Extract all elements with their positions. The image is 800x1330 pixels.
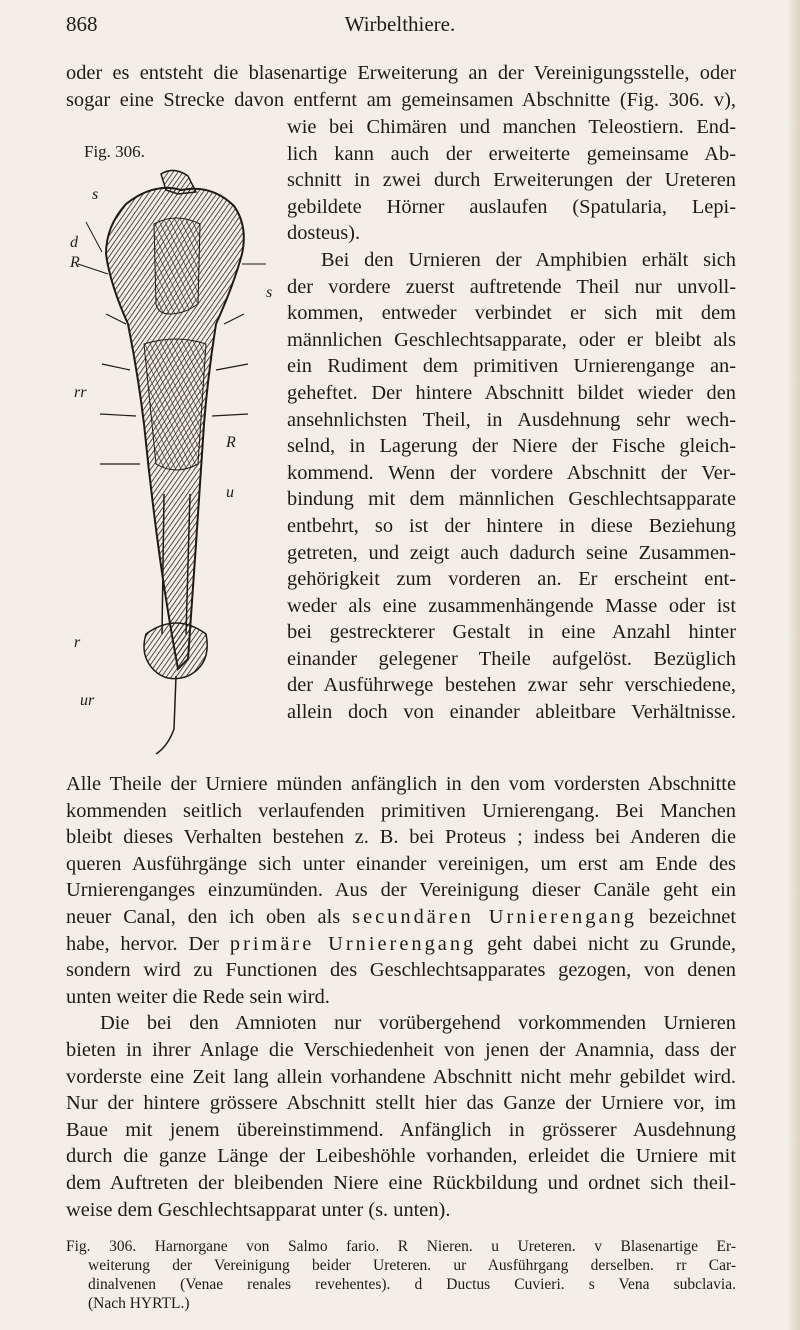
spaced-term: secundären Urnierengang xyxy=(352,905,637,928)
text-line: bieten in ihrer Anlage die Verschiedenheit von jenen der Anamnia, dass der xyxy=(66,1038,736,1061)
top-paragraph xyxy=(66,60,736,113)
caption-line: weiterung der Vereinigung beider Ureteren. ur Ausführgang derselben. rr Car- xyxy=(88,1257,736,1274)
text-line: einander gelegener Theile aufgelöst. Bezüglich xyxy=(287,647,736,670)
caption-line: Fig. 306. Harnorgane von Salmo fario. R Nieren. u Ureteren. v Blasenartige Er- xyxy=(66,1238,736,1255)
text-line: ansehnlichsten Theil, in Ausdehnung sehr wech- xyxy=(287,408,736,431)
figure-letter-s-right: s xyxy=(266,284,273,301)
text-line: allein doch von einander ableitbare Verhältnisse. xyxy=(287,701,736,724)
spaced-term: primäre Urnierengang xyxy=(229,932,477,955)
text-line: der Ausführwege bestehen zwar sehr verschiedene, xyxy=(287,674,736,697)
text-line xyxy=(66,931,736,958)
text-line: kommenden seitlich verlaufenden primitiven Urnierengang. Bei Manchen xyxy=(66,799,736,822)
text-line: ein Rudiment dem primitiven Urnierengange an- xyxy=(287,355,736,378)
page-number: 868 xyxy=(66,12,98,36)
caption-line: (Nach HYRTL.) xyxy=(88,1295,190,1312)
text-line: bindung mit dem männlichen Geschlechtsapparate xyxy=(287,488,736,511)
figure-letter-R: R xyxy=(70,254,80,271)
text-line xyxy=(66,904,736,931)
text-line: wie bei Chimären und manchen Teleostiern. End- xyxy=(287,116,736,138)
text-line: oder es entsteht die blasenartige Erweiterung an der Vereinigungsstelle, oder xyxy=(66,62,736,84)
text-line: lich kann auch der erweiterte gemeinsame Ab- xyxy=(287,142,736,165)
text-line: vorderste eine Zeit lang allein vorhandene Abschnitt nicht mehr gebildet wird. xyxy=(66,1065,736,1088)
figure-drawing xyxy=(66,164,281,769)
text-line: durch die ganze Länge der Leibeshöhle vorhanden, erleidet die Urniere mit xyxy=(66,1145,736,1168)
figure-label: Fig. 306. xyxy=(84,142,145,161)
text-line: weise dem Geschlechtsapparat unter (s. unten). xyxy=(66,1198,451,1221)
main-paragraphs xyxy=(66,771,736,1223)
figure-letter-u: u xyxy=(226,484,234,501)
page-header xyxy=(66,12,734,44)
text-line: Nur der hintere grössere Abschnitt stellt hier das Ganze der Urniere vor, im xyxy=(66,1092,736,1115)
figure-letter-ur: ur xyxy=(80,692,95,709)
text-line: sogar eine Strecke davon entfernt am gemeinsamen Abschnitte (Fig. 306. v), xyxy=(66,88,736,111)
text-line: sondern wird zu Functionen des Geschlechtsapparates gezogen, von denen xyxy=(66,959,736,982)
text-line: geheftet. Der hintere Abschnitt bildet wieder den xyxy=(287,381,736,404)
text-line: Alle Theile der Urniere münden anfänglich in den vom vordersten Abschnitte xyxy=(66,773,736,795)
text-line: schnitt in zwei durch Erweiterungen der Ureteren xyxy=(287,169,736,192)
figure-306 xyxy=(66,142,281,769)
text-line: männlichen Geschlechtsapparate, oder er bleibt als xyxy=(287,328,736,351)
figure-caption xyxy=(66,1237,736,1313)
figure-letter-s: s xyxy=(92,186,99,203)
text-line: selnd, in Lagerung der Niere der Fische gleich- xyxy=(287,435,736,458)
text-line: weder als eine zusammenhängende Masse oder ist xyxy=(287,594,736,617)
text-line: queren Ausführgänge sich unter einander vereinigen, um erst am Ende des xyxy=(66,852,736,875)
text-line: Urnierenganges einzumünden. Aus der Vereinigung dieser Canäle geht ein xyxy=(66,879,736,902)
figure-letter-r: r xyxy=(74,634,81,651)
text-line: gebildete Hörner auslaufen (Spatularia, Lepi- xyxy=(287,195,736,218)
text-line: entbehrt, so ist der hintere in diese Beziehung xyxy=(287,514,736,537)
running-title: Wirbelthiere. xyxy=(344,12,456,36)
text-line: dosteus). xyxy=(287,222,361,245)
text-line: kommend. Wenn der vordere Abschnitt der Ver- xyxy=(287,461,736,484)
text-line: gehörigkeit zum vorderen an. Er erscheint ent- xyxy=(287,568,736,591)
figure-letter-R-right: R xyxy=(226,434,236,451)
text-line: Bei den Urnieren der Amphibien erhält sich xyxy=(321,248,736,271)
text-line: getreten, und zeigt auch dadurch seine Zusammen- xyxy=(287,541,736,564)
text-span: neuer Canal, den ich oben als xyxy=(66,905,341,928)
text-line: der vordere zuerst auftretende Theil nur unvoll- xyxy=(287,275,736,298)
page-edge-stain xyxy=(786,0,800,1330)
text-line: unten weiter die Rede sein wird. xyxy=(66,985,330,1008)
text-line: bei gestreckterer Gestalt in eine Anzahl hinter xyxy=(287,621,736,644)
figure-letter-rr: rr xyxy=(74,384,87,401)
text-line: dem Auftreten der bleibenden Niere eine Rückbildung und ordnet sich theil- xyxy=(66,1171,736,1194)
text-line: Baue mit jenem übereinstimmend. Anfänglich in grösserer Ausdehnung xyxy=(66,1118,736,1141)
text-line: bleibt dieses Verhalten bestehen z. B. bei Proteus ; indess bei Anderen die xyxy=(66,826,736,849)
text-span: habe, hervor. Der xyxy=(66,932,220,955)
text-span: bezeichnet xyxy=(648,905,736,928)
text-span: geht dabei nicht zu Grunde, xyxy=(487,932,736,955)
text-line: kommen, entweder verbindet er sich mit dem xyxy=(287,302,736,325)
figure-letter-d: d xyxy=(70,234,78,251)
side-paragraphs xyxy=(287,114,736,726)
text-line: Die bei den Amnioten nur vorübergehend vorkommenden Urnieren xyxy=(100,1012,736,1035)
caption-line: dinalvenen (Venae renales revehentes). d Ductus Cuvieri. s Vena subclavia. xyxy=(88,1276,736,1293)
